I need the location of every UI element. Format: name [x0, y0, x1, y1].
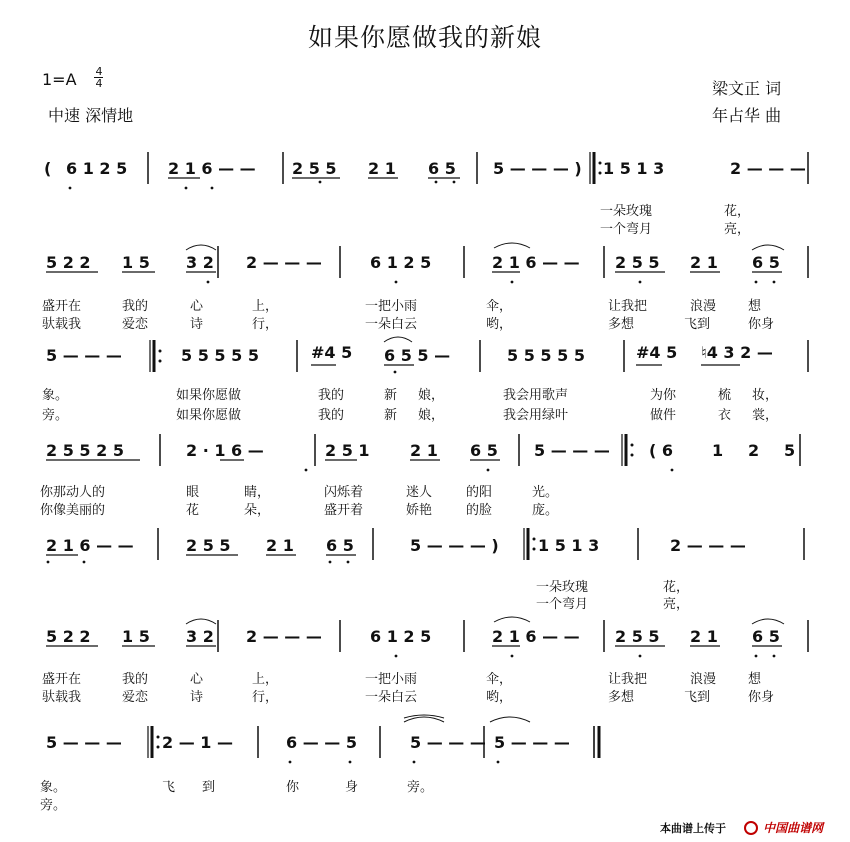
lyric: 你身 — [748, 317, 775, 332]
site-logo-text: 中国曲谱网 — [763, 821, 824, 835]
lyric: 裳， — [752, 408, 779, 423]
octave-dot — [773, 281, 776, 284]
lyric: 心 — [190, 672, 204, 687]
octave-dot — [755, 655, 758, 658]
lyric: 爱恋 — [122, 317, 149, 332]
note-group: 2 1 6 — — — [492, 627, 580, 646]
note-group: 5 — — — — [534, 441, 610, 460]
lyric: 新 — [384, 388, 398, 403]
note-group: 5 2 2 — [46, 253, 91, 272]
note-group: 2 5 5 — [615, 627, 660, 646]
note-group: 1 5 — [122, 253, 150, 272]
note-group: 2 5 5 2 5 — [46, 441, 124, 460]
repeat-dot — [599, 172, 602, 175]
lyricist-credit: 梁文正 词 — [712, 79, 782, 98]
octave-dot — [497, 761, 500, 764]
note-group: 2 · 1 6 — — [186, 441, 264, 460]
note-group: 2 1 6 — — — [492, 253, 580, 272]
note-group: 3 2 — [186, 253, 214, 272]
lyric: 我的 — [122, 299, 149, 314]
octave-dot — [671, 469, 674, 472]
repeat-dot — [159, 360, 162, 363]
lyric: 一朵玫瑰 — [536, 580, 589, 595]
lyric: 飞 — [162, 780, 176, 795]
lyric: 如果你愿做 — [176, 408, 242, 423]
lyric: 到 — [202, 780, 216, 795]
lyric: 一朵白云 — [365, 690, 418, 705]
lyric: 新 — [384, 408, 398, 423]
note-group: ♮4 3 2 — — [701, 343, 773, 362]
lyric: 象。 — [42, 388, 69, 403]
site-logo — [744, 817, 823, 836]
note-group: 2 5 5 — [615, 253, 660, 272]
lyric: 如果你愿做 — [176, 388, 242, 403]
octave-dot — [453, 181, 456, 184]
lyric: 多想 — [608, 690, 635, 705]
note-group: 2 — — — — [246, 627, 322, 646]
note-group: 5 — — — — [494, 733, 570, 752]
octave-dot — [395, 655, 398, 658]
note-group: 1 5 — [122, 627, 150, 646]
note-group: 2 — — — — [730, 159, 806, 178]
octave-dot — [349, 761, 352, 764]
note-group: 5 5 5 5 5 — [507, 346, 585, 365]
slur-arc — [186, 619, 216, 624]
song-title: 如果你愿做我的新娘 — [307, 23, 542, 52]
repeat-dot — [159, 350, 162, 353]
note-group: 5 5 5 5 5 — [181, 346, 259, 365]
note-group: 2 5 1 — [325, 441, 370, 460]
lyric: 你像美丽的 — [40, 503, 106, 518]
lyric: 爱恋 — [122, 690, 149, 705]
note-group: 1 5 1 3 — [538, 536, 600, 555]
lyric: 身 — [345, 780, 359, 795]
octave-dot — [395, 281, 398, 284]
upload-note: 本曲谱上传于 — [660, 822, 726, 835]
tempo-marking: 中速 深情地 — [48, 106, 134, 125]
note-group: 6 5 — [470, 441, 498, 460]
note-group: 6 5 — [326, 536, 354, 555]
composer-credit: 年占华 曲 — [712, 106, 782, 125]
note-group: 2 5 5 — [186, 536, 231, 555]
time-bottom: 4 — [95, 77, 103, 90]
note-group: 5 — — — — [46, 733, 122, 752]
octave-dot — [511, 281, 514, 284]
octave-dot — [394, 371, 397, 374]
repeat-dot — [631, 454, 634, 457]
note-group: 5 — — — ) — [493, 159, 582, 178]
note-group: 2 1 — [690, 627, 718, 646]
note-group: 2 — — — — [246, 253, 322, 272]
note-group: 5 — — — — [410, 733, 486, 752]
octave-dot — [347, 561, 350, 564]
lyric: 上， — [252, 672, 279, 687]
note-group: 6 5 — [752, 253, 780, 272]
lyric: 想 — [748, 672, 762, 687]
lyric: 一个弯月 — [536, 597, 589, 612]
octave-dot — [207, 281, 210, 284]
lyric: 盛开着 — [324, 503, 364, 518]
octave-dot — [755, 281, 758, 284]
repeat-dot — [157, 736, 160, 739]
lyric: 诗 — [190, 690, 204, 705]
lyric: 行， — [252, 317, 279, 332]
octave-dot — [487, 469, 490, 472]
lyric: 睛， — [244, 485, 271, 500]
lyric: 行， — [252, 690, 279, 705]
lyric: 娇艳 — [406, 503, 433, 518]
lyric: 光。 — [532, 485, 559, 500]
lyric: 伞， — [486, 299, 513, 314]
lyric: 驮载我 — [42, 690, 82, 705]
slur-arc — [752, 619, 784, 624]
repeat-dot — [599, 162, 602, 165]
note-group: 5 — — — ) — [410, 536, 499, 555]
octave-dot — [305, 469, 308, 472]
lyric: 的脸 — [466, 503, 493, 518]
slur-arc — [752, 245, 784, 250]
repeat-dot — [631, 444, 634, 447]
lyric: 旁。 — [42, 408, 69, 423]
note-group: 6 5 — [428, 159, 456, 178]
lyric: 上， — [252, 299, 279, 314]
lyric: 花， — [724, 204, 751, 219]
note-group: 2 1 — [410, 441, 438, 460]
lyric: 做件 — [650, 408, 677, 423]
octave-dot — [69, 187, 72, 190]
octave-dot — [47, 561, 50, 564]
lyric: 一把小雨 — [365, 299, 418, 314]
lyric: 迷人 — [406, 485, 433, 500]
note-group: #4 5 — [311, 343, 353, 362]
note-group: 5 2 2 — [46, 627, 91, 646]
lyric: 飞到 — [684, 317, 711, 332]
lyric: 浪漫 — [690, 672, 717, 687]
lyric: 妆， — [752, 388, 779, 403]
lyric: 娘， — [418, 388, 445, 403]
repeat-dot — [533, 548, 536, 551]
octave-dot — [639, 281, 642, 284]
lyric: 浪漫 — [690, 299, 717, 314]
lyric: 闪烁着 — [324, 485, 364, 500]
note-group: 6 1 2 5 — [370, 627, 432, 646]
note-group: 5 — [784, 441, 796, 460]
slur-arc — [404, 717, 444, 722]
lyric: 伞， — [486, 672, 513, 687]
note-group: 3 2 — [186, 627, 214, 646]
slur-arc — [490, 717, 530, 722]
lyric: 我的 — [122, 672, 149, 687]
note-group: 2 1 — [266, 536, 294, 555]
lyric: 一朵玫瑰 — [600, 204, 653, 219]
lyric: 诗 — [190, 317, 204, 332]
key-signature: 1=A — [42, 70, 77, 89]
lyric: 我会用歌声 — [503, 388, 569, 403]
note-group: 2 1 — [368, 159, 396, 178]
lyric: 朵， — [244, 503, 271, 518]
lyric: 衣 — [718, 408, 732, 423]
logo-mark-icon — [744, 821, 758, 835]
octave-dot — [211, 187, 214, 190]
octave-dot — [639, 655, 642, 658]
lyric: 你 — [286, 780, 300, 795]
note-group: ( 6 — [649, 441, 674, 460]
lyric: 为你 — [650, 388, 677, 403]
slur-arc — [494, 617, 530, 622]
octave-dot — [319, 181, 322, 184]
octave-dot — [413, 761, 416, 764]
slur-arc — [384, 337, 412, 342]
lyric: 飞到 — [684, 690, 711, 705]
note-group: 2 1 6 — — — [168, 159, 256, 178]
lyric: 亮， — [663, 597, 690, 612]
lyric: 驮载我 — [42, 317, 82, 332]
lyric: 盛开在 — [42, 672, 82, 687]
lyric: 一把小雨 — [365, 672, 418, 687]
lyric: 哟， — [486, 690, 513, 705]
note-group: 2 — 1 — — [162, 733, 233, 752]
time-signature — [94, 66, 104, 89]
lyric: 眼 — [186, 485, 200, 500]
time-top: 4 — [95, 65, 103, 78]
lyric: 的阳 — [466, 485, 493, 500]
lyric: 娘， — [418, 408, 445, 423]
lyric: 一个弯月 — [600, 222, 653, 237]
note-group: 2 5 5 — [292, 159, 337, 178]
note-group: 2 — [748, 441, 760, 460]
note-group: #4 5 — [636, 343, 678, 362]
note-group: 2 1 — [690, 253, 718, 272]
lyric: 我会用绿叶 — [503, 408, 569, 423]
repeat-dot — [533, 538, 536, 541]
slur-arc — [186, 245, 216, 250]
lyric: 亮， — [724, 222, 751, 237]
note-group: 1 5 1 3 — [603, 159, 665, 178]
lyric: 盛开在 — [42, 299, 82, 314]
octave-dot — [329, 561, 332, 564]
note-group: 6 5 — [752, 627, 780, 646]
lyric: 哟， — [486, 317, 513, 332]
lyric: 一朵白云 — [365, 317, 418, 332]
note-group: 1 — [712, 441, 724, 460]
lyric: 你那动人的 — [40, 485, 106, 500]
note-group: 6 — — 5 — [286, 733, 357, 752]
octave-dot — [185, 187, 188, 190]
lyric: 我的 — [318, 408, 345, 423]
note-group: 6 5 5 — — [384, 346, 451, 365]
lyric: 旁。 — [40, 798, 67, 813]
lyric: 心 — [190, 299, 204, 314]
slur-arc — [494, 243, 530, 248]
lyric: 花 — [186, 503, 200, 518]
note-group: 5 — — — — [46, 346, 122, 365]
lyric: 旁。 — [407, 780, 434, 795]
note-group: 2 1 6 — — — [46, 536, 134, 555]
lyric: 梳 — [718, 388, 732, 403]
lyric: 多想 — [608, 317, 635, 332]
note-group: ( — [44, 159, 52, 178]
octave-dot — [435, 181, 438, 184]
octave-dot — [773, 655, 776, 658]
lyric: 我的 — [318, 388, 345, 403]
lyric: 想 — [748, 299, 762, 314]
lyric: 花， — [663, 580, 690, 595]
repeat-dot — [157, 746, 160, 749]
lyric: 让我把 — [608, 672, 648, 687]
octave-dot — [511, 655, 514, 658]
lyric: 让我把 — [608, 299, 648, 314]
octave-dot — [289, 761, 292, 764]
lyric: 庞。 — [532, 503, 559, 518]
lyric: 象。 — [40, 780, 67, 795]
octave-dot — [83, 561, 86, 564]
lyric: 你身 — [748, 690, 775, 705]
note-group: 6 1 2 5 — [66, 159, 128, 178]
note-group: 6 1 2 5 — [370, 253, 432, 272]
note-group: 2 — — — — [670, 536, 746, 555]
